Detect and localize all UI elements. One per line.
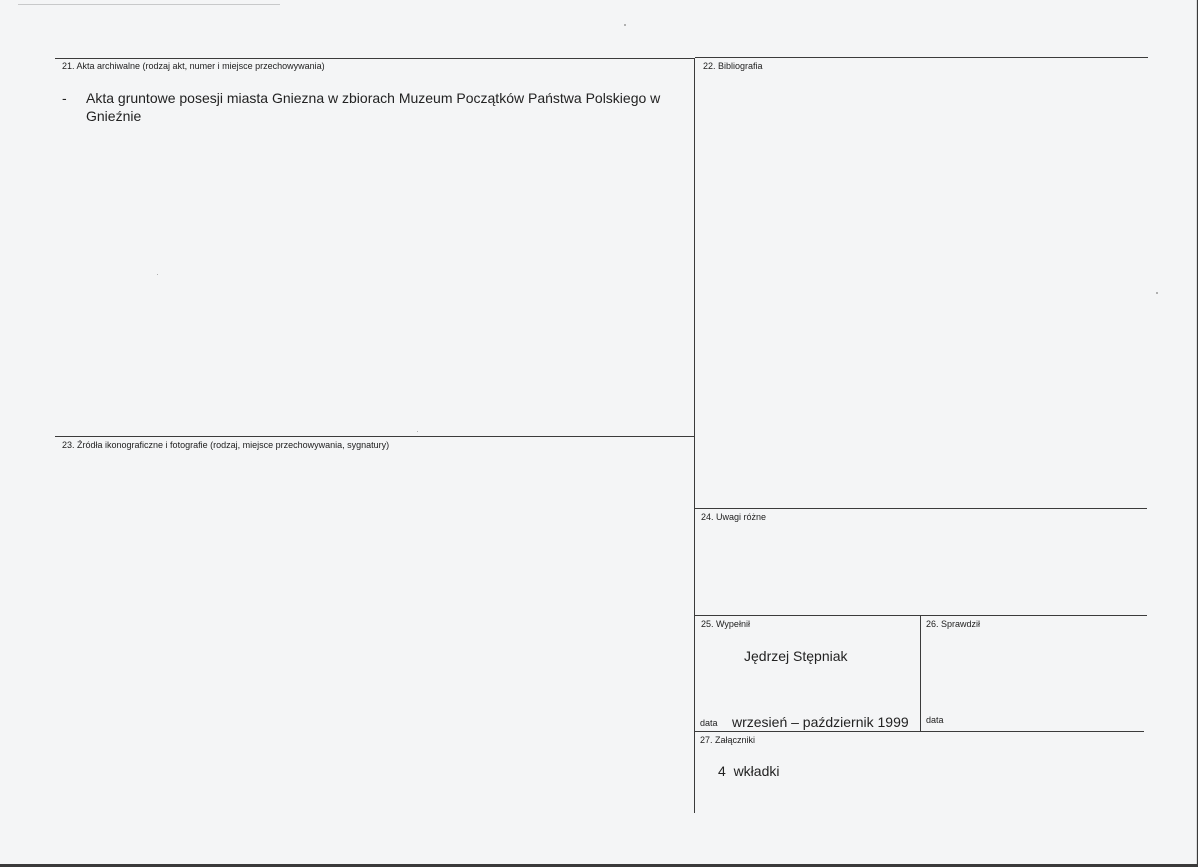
rule-vertical-main (694, 58, 695, 813)
paper-speck (157, 274, 158, 275)
rule-top-left (55, 58, 695, 59)
section-25-date-label: data (700, 718, 718, 728)
section-21-entry: Akta gruntowe posesji miasta Gniezna w zbiorach Muzeum Początków Państwa Polskiego w Gnieźnie (86, 90, 661, 124)
section-25-name: Jędrzej Stępniak (744, 648, 848, 664)
section-24-label: 24. Uwagi różne (701, 512, 767, 522)
section-21-label: 21. Akta archiwalne (rodzaj akt, numer i miejsce przechowywania) (62, 61, 325, 71)
rule-section-24 (695, 508, 1147, 509)
section-21-bullet: - (62, 90, 67, 106)
paper-speck (624, 24, 626, 26)
section-25-label: 25. Wypełnił (701, 619, 750, 629)
section-23-label: 23. Źródła ikonograficzne i fotografie (rodzaj, miejsce przechowywania, sygnatury) (62, 440, 390, 450)
section-27-value: 4 wkładki (718, 763, 780, 779)
section-22-label: 22. Bibliografia (703, 61, 763, 71)
rule-section-25 (695, 615, 1147, 616)
rule-section-23 (55, 436, 695, 437)
section-27-label: 27. Załączniki (700, 735, 756, 745)
section-25-date-value: wrzesień – październik 1999 (732, 714, 909, 730)
section-26-date-label: data (926, 715, 944, 725)
paper-speck (417, 431, 418, 432)
paper-speck (1156, 292, 1158, 294)
section-26-label: 26. Sprawdził (926, 619, 981, 629)
rule-vertical-signatures (920, 615, 921, 732)
rule-top-right (695, 57, 1148, 58)
paper-edge-mark (18, 4, 280, 5)
